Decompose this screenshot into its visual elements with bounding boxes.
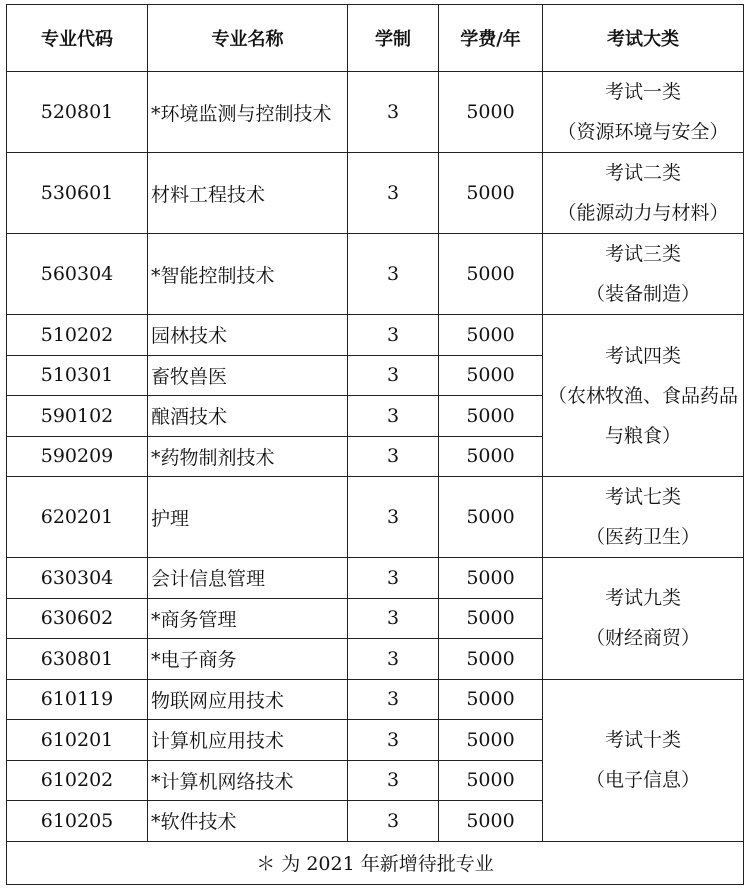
code-cell: 510202 <box>7 315 148 356</box>
category-cell <box>543 558 744 680</box>
fee-cell: 5000 <box>439 396 543 437</box>
code-cell: 630304 <box>7 558 148 599</box>
fee-cell: 5000 <box>439 153 543 234</box>
category-line: 考试一类 <box>604 81 681 103</box>
category-cell <box>543 72 744 153</box>
fee-cell: 5000 <box>439 598 543 639</box>
years-cell: 3 <box>348 436 439 477</box>
years-cell: 3 <box>348 720 439 761</box>
code-cell: 590102 <box>7 396 148 437</box>
category-line: 考试二类 <box>604 162 681 184</box>
category-line: 与粮食） <box>604 424 681 447</box>
table-row <box>7 558 744 599</box>
name-cell: 会计信息管理 <box>148 558 348 599</box>
name-cell: *智能控制技术 <box>148 234 348 315</box>
code-cell: 510301 <box>7 355 148 396</box>
category-line: （农林牧渔、食品药品 <box>547 384 738 407</box>
category-cell <box>543 679 744 841</box>
years-cell: 3 <box>348 558 439 599</box>
table-row <box>7 315 744 356</box>
fee-cell: 5000 <box>439 315 543 356</box>
code-cell: 610205 <box>7 801 148 842</box>
majors-table <box>6 4 744 885</box>
fee-cell: 5000 <box>439 720 543 761</box>
header-category: 考试大类 <box>543 5 744 72</box>
category-line: 考试四类 <box>604 344 681 367</box>
name-cell: 护理 <box>148 477 348 558</box>
code-cell: 630801 <box>7 639 148 680</box>
name-cell: *药物制剂技术 <box>148 436 348 477</box>
table-body <box>7 72 744 842</box>
fee-cell: 5000 <box>439 72 543 153</box>
fee-cell: 5000 <box>439 436 543 477</box>
name-cell: *电子商务 <box>148 639 348 680</box>
category-cell <box>543 315 744 477</box>
category-line: 考试三类 <box>604 243 681 265</box>
code-cell: 610202 <box>7 760 148 801</box>
table-row <box>7 153 744 234</box>
fee-cell: 5000 <box>439 760 543 801</box>
fee-cell: 5000 <box>439 679 543 720</box>
name-cell: *软件技术 <box>148 801 348 842</box>
name-cell: 计算机应用技术 <box>148 720 348 761</box>
fee-cell: 5000 <box>439 477 543 558</box>
code-cell: 560304 <box>7 234 148 315</box>
fee-cell: 5000 <box>439 355 543 396</box>
category-line: 考试九类 <box>604 587 681 610</box>
code-cell: 590209 <box>7 436 148 477</box>
category-line: 考试十类 <box>604 729 681 751</box>
category-line: （资源环境与安全） <box>557 121 729 143</box>
category-cell <box>543 153 744 234</box>
header-fee: 学费/年 <box>439 5 543 72</box>
name-cell: 畜牧兽医 <box>148 355 348 396</box>
years-cell: 3 <box>348 234 439 315</box>
table-row <box>7 477 744 558</box>
header-code: 专业代码 <box>7 5 148 72</box>
code-cell: 630602 <box>7 598 148 639</box>
name-cell: *环境监测与控制技术 <box>148 72 348 153</box>
name-cell: 园林技术 <box>148 315 348 356</box>
category-cell <box>543 477 744 558</box>
category-line: （能源动力与材料） <box>557 202 729 224</box>
code-cell: 610119 <box>7 679 148 720</box>
years-cell: 3 <box>348 679 439 720</box>
years-cell: 3 <box>348 760 439 801</box>
years-cell: 3 <box>348 315 439 356</box>
code-cell: 620201 <box>7 477 148 558</box>
category-line: （装备制造） <box>585 283 700 305</box>
fee-cell: 5000 <box>439 558 543 599</box>
name-cell: *计算机网络技术 <box>148 760 348 801</box>
fee-cell: 5000 <box>439 801 543 842</box>
years-cell: 3 <box>348 153 439 234</box>
years-cell: 3 <box>348 355 439 396</box>
years-cell: 3 <box>348 639 439 680</box>
fee-cell: 5000 <box>439 234 543 315</box>
name-cell: 材料工程技术 <box>148 153 348 234</box>
header-name: 专业名称 <box>148 5 348 72</box>
code-cell: 520801 <box>7 72 148 153</box>
category-cell <box>543 234 744 315</box>
years-cell: 3 <box>348 477 439 558</box>
years-cell: 3 <box>348 801 439 842</box>
years-cell: 3 <box>348 72 439 153</box>
footnote-row <box>7 841 744 884</box>
category-line: （医药卫生） <box>585 526 700 548</box>
table-header-row <box>7 5 744 72</box>
footnote: ＊ 为 2021 年新增待批专业 <box>7 841 744 884</box>
code-cell: 610201 <box>7 720 148 761</box>
table-row <box>7 679 744 720</box>
table-row <box>7 72 744 153</box>
years-cell: 3 <box>348 598 439 639</box>
category-line: （电子信息） <box>585 769 700 791</box>
table-row <box>7 234 744 315</box>
category-line: （财经商贸） <box>585 627 700 650</box>
code-cell: 530601 <box>7 153 148 234</box>
header-years: 学制 <box>348 5 439 72</box>
fee-cell: 5000 <box>439 639 543 680</box>
name-cell: 酿酒技术 <box>148 396 348 437</box>
name-cell: *商务管理 <box>148 598 348 639</box>
category-line: 考试七类 <box>604 486 681 508</box>
years-cell: 3 <box>348 396 439 437</box>
name-cell: 物联网应用技术 <box>148 679 348 720</box>
